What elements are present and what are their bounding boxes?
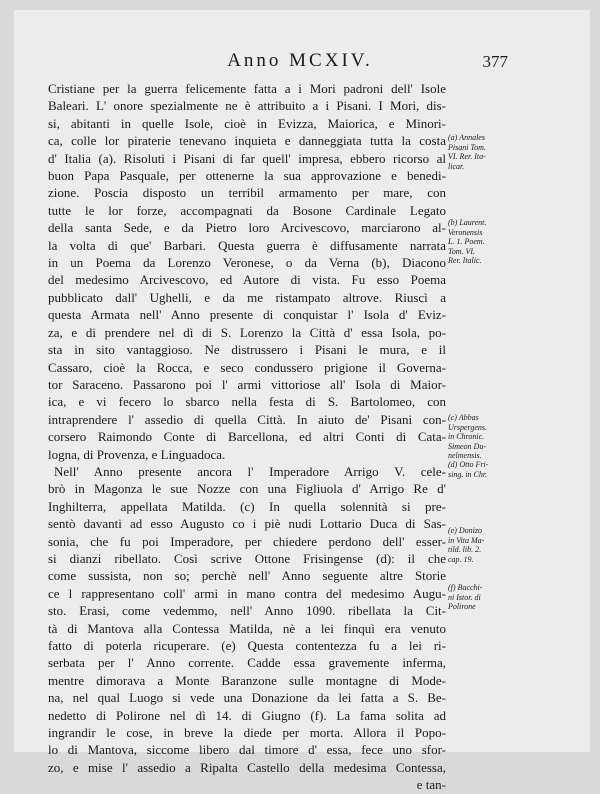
margin-note-line: (b) Laurent. bbox=[448, 218, 487, 227]
text-line: si dianzi ribellato. Così scrive Ottone Frisingense (d): il che bbox=[48, 550, 446, 566]
margin-note-line: Veronensis bbox=[448, 227, 483, 237]
text-line: serbata per l' Anno corrente. Cadde essa gravemente inferma, bbox=[48, 655, 446, 671]
text-line: mentre dimorava a Monte Baranzone sulle montagne di Mode- bbox=[48, 672, 446, 688]
text-line: intraprendere l' assedio di quella Città. In aiuto de' Pisani con- bbox=[48, 411, 446, 427]
margin-note-line: (c) Abbas bbox=[448, 413, 479, 422]
text-line: na, nel qual Luogo si vede una Donazione da lei fatta a S. Be- bbox=[48, 690, 446, 706]
text-line: tor Saraceno. Passarono poi l' armi vittoriose all' Isola di Maior- bbox=[48, 376, 446, 392]
margin-note-line: licar. bbox=[448, 161, 465, 171]
text-line: come sussista, non so; perchè nell' Anno seguente altre Storie bbox=[48, 568, 446, 584]
text-line: sonia, che fu poi Imperadore, per chiedere perdono dell' esser- bbox=[48, 533, 446, 549]
margin-note bbox=[448, 460, 520, 479]
text-line: za, e di prendere nel dì di S. Lorenzo la Città d' essa Isola, po- bbox=[48, 324, 446, 340]
margin-note-line: Tom. VI. bbox=[448, 246, 476, 256]
text-line: e tan- bbox=[416, 777, 446, 793]
margin-note-line: (e) Donizo bbox=[448, 526, 482, 535]
margin-note bbox=[448, 413, 520, 461]
text-line: ce l rappresentano coll' armi in mano contra del medesimo Augu- bbox=[48, 585, 446, 601]
margin-note bbox=[448, 133, 520, 171]
text-line: questa Armata nell' Anno presente di conquistar l' Isola d' Eviz- bbox=[48, 307, 446, 323]
margin-note-line: Pisani Tom. bbox=[448, 142, 486, 152]
margin-note-line: sing. in Chr. bbox=[448, 469, 488, 479]
margin-note-line: (f) Bacchi- bbox=[448, 583, 483, 592]
text-line: del medesimo Arcivescovo, ed Autore di vista. Fu esso Poema bbox=[48, 272, 446, 288]
text-line: in un Poema da Lorenzo Veronese, o da Verna (b), Diacono bbox=[48, 255, 446, 271]
text-line: buon Papa Pasquale, per ottenerne la sua approvazione e benedi- bbox=[48, 168, 446, 184]
text-line: nedetto di Polirone nel dì 14. di Giugno (f). La fama solita ad bbox=[48, 707, 446, 723]
text-line: sta in sito vantaggioso. Ne distrussero i Pisani le mura, e il bbox=[48, 342, 446, 358]
text-line: brò in Magonza le sue Nozze con una Figliuola d' Arrigo Re d' bbox=[48, 481, 446, 497]
text-line: zo, e mise l' assedio a Ripalta Castello della medesima Contessa, bbox=[48, 759, 446, 775]
text-line: lo di Mantova, siccome libero dal timore d' essa, fece uno sfor- bbox=[48, 742, 446, 758]
running-title: Anno MCXIV. bbox=[227, 50, 373, 71]
margin-note-line: tild. lib. 2. bbox=[448, 545, 482, 554]
page-number: 377 bbox=[482, 52, 508, 71]
text-line: zione. Poscia disposto un terribil armamento per mare, con bbox=[48, 185, 446, 201]
margin-note-line: in Vita Ma- bbox=[448, 535, 485, 545]
text-line: Cristiane per la guerra felicemente fatta a i Mori padroni dell' Isole bbox=[48, 81, 446, 96]
text-line: d' Italia (a). Risoluti i Pisani di far quell' impresa, ebbero ricorso al bbox=[48, 150, 446, 166]
margin-note-line: Rer. Italic. bbox=[448, 256, 482, 265]
margin-note-line: Simeon Du- bbox=[448, 441, 486, 451]
text-line: tà di Mantova alla Contessa Matilda, nè a lei finquì era venuto bbox=[48, 620, 446, 636]
text-line: logna, di Provenza, e Linguadoca. bbox=[48, 446, 226, 462]
text-line: corsero Raimondo Conte di Barcellona, ed altri Conti di Cata- bbox=[48, 429, 446, 445]
margin-note-line: Polirone bbox=[448, 602, 476, 611]
margin-note-line: VI. Rer. Ita- bbox=[448, 152, 486, 161]
text-line: Nell' Anno presente ancora l' Imperadore Arrigo V. cele- bbox=[54, 463, 446, 479]
text-line: ingrandir le cose, in breve la diede per morta. Allora il Popo- bbox=[48, 725, 446, 741]
text-line: tutte le lor forze, accompagnati da Bosone Cardinale Legato bbox=[48, 202, 446, 218]
margin-note-line: in Chronic. bbox=[448, 432, 485, 441]
text-line: della santa Sede, e da Pietro loro Arcivescovo, marciarono al- bbox=[48, 220, 446, 236]
margin-note-line: L. 1. Poem. bbox=[448, 237, 485, 246]
text-line: si, abitanti in quelle Isole, cioè in Evizza, Maiorica, e Minori- bbox=[48, 115, 446, 131]
margin-note-line: nelmensis. bbox=[448, 451, 482, 460]
text-line: Inghilterra, appellata Matilda. (c) In quella solennità si pre- bbox=[48, 498, 446, 514]
text-line: ca, colle lor piraterie tenevano inquieta e danneggiata tutta la costa bbox=[48, 133, 446, 149]
margin-note-line: cap. 19. bbox=[448, 554, 474, 564]
page-header bbox=[0, 50, 600, 74]
margin-note bbox=[448, 526, 520, 564]
text-line: sto. Erasi, come vedemmo, nell' Anno 1090. ribellata la Cit- bbox=[48, 603, 446, 619]
margin-note-line: (d) Otto Fri- bbox=[448, 460, 489, 469]
margin-note-line: ni Istor. di bbox=[448, 592, 481, 602]
text-line: fatto di poterla ricuperare. (e) Questa contentezza fu a lei ri- bbox=[48, 638, 446, 653]
text-line: Baleari. L' onore spezialmente ne è attribuito a i Pisani. I Mori, dis- bbox=[48, 98, 446, 114]
text-line: Cassaro, cioè la Rocca, e seco condussero prigione il Governa- bbox=[48, 359, 446, 375]
margin-note-line: Urspergens. bbox=[448, 422, 488, 432]
margin-note bbox=[448, 218, 520, 266]
body-text bbox=[48, 80, 446, 794]
text-line: pubblicato dall' Ughelli, e da me ristampato altrove. Riuscì a bbox=[48, 289, 446, 305]
text-line: sentò davanti ad esso Augusto co i piè nudi Lottario Duca di Sas- bbox=[48, 516, 446, 532]
margin-note bbox=[448, 583, 520, 612]
text-line: la volta di que' Barbari. Questa guerra è diffusamente narrata bbox=[48, 237, 446, 253]
text-line: ica, e vi fecero lo sbarco nella festa di S. Bartolomeo, con bbox=[48, 394, 446, 410]
margin-note-line: (a) Annales bbox=[448, 133, 485, 142]
